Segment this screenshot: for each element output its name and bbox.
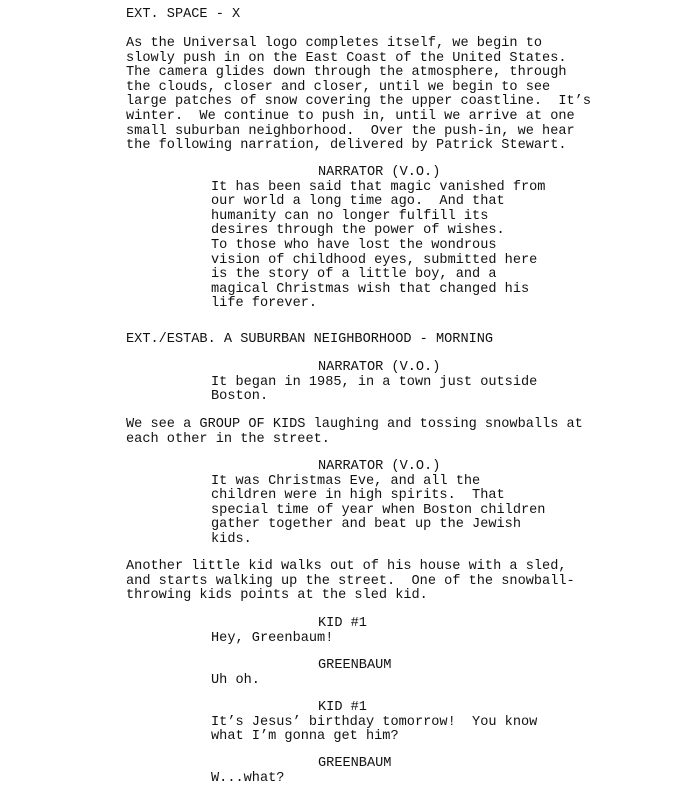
dialogue-line: Boston. <box>211 389 269 405</box>
dialogue-line: It has been said that magic vanished from <box>211 179 546 195</box>
dialogue-line: To those who have lost the wondrous <box>211 238 497 253</box>
action-line: the following narration, delivered by Patrick Stewart. <box>126 138 567 154</box>
dialogue-line: desires through the power of wishes. <box>211 223 505 239</box>
scene-heading: EXT. SPACE - X <box>126 7 241 22</box>
scene-heading: EXT./ESTAB. A SUBURBAN NEIGHBORHOOD - MORNING <box>126 332 494 347</box>
character-cue: GREENBAUM <box>318 658 392 673</box>
action-line: As the Universal logo completes itself, we begin to <box>126 36 543 51</box>
dialogue-line: is the story of a little boy, and a <box>211 267 497 283</box>
dialogue-line: It began in 1985, in a town just outside <box>211 374 538 390</box>
dialogue-line: what I’m gonna get him? <box>211 729 399 745</box>
dialogue-line: life forever. <box>211 296 318 312</box>
action-line: large patches of snow covering the upper coastline. It’s <box>126 94 591 110</box>
action-line: winter. We continue to push in, until we arrive at one <box>126 109 575 124</box>
dialogue-line: vision of childhood eyes, submitted here <box>211 252 538 268</box>
dialogue-line: special time of year when Boston children <box>211 502 546 518</box>
character-cue: KID #1 <box>318 700 367 715</box>
dialogue-line: our world a long time ago. And that <box>211 194 505 210</box>
character-cue: KID #1 <box>318 616 367 631</box>
action-line: small suburban neighborhood. Over the push-in, we hear <box>126 123 575 139</box>
action-line: Another little kid walks out of his house with a sled, <box>126 559 567 574</box>
dialogue-line: It was Christmas Eve, and all the <box>211 473 481 489</box>
dialogue-line: Uh oh. <box>211 672 260 688</box>
action-line: and starts walking up the street. One of the snowball- <box>126 573 575 589</box>
dialogue-line: children were in high spirits. That <box>211 488 505 504</box>
action-line: slowly push in on the East Coast of the United States. <box>126 50 567 66</box>
dialogue-line: Hey, Greenbaum! <box>211 630 334 646</box>
dialogue-line: It’s Jesus’ birthday tomorrow! You know <box>211 714 538 730</box>
character-cue: NARRATOR (V.O.) <box>318 459 441 474</box>
character-cue: GREENBAUM <box>318 756 392 771</box>
dialogue-line: humanity can no longer fulfill its <box>211 208 489 224</box>
character-cue: NARRATOR (V.O.) <box>318 360 441 375</box>
action-line: The camera glides down through the atmosphere, through <box>126 65 567 81</box>
action-line: the clouds, closer and closer, until we begin to see <box>126 79 551 95</box>
action-line: each other in the street. <box>126 431 330 447</box>
action-line: throwing kids points at the sled kid. <box>126 588 428 604</box>
dialogue-line: W...what? <box>211 770 285 786</box>
dialogue-line: kids. <box>211 532 252 547</box>
action-line: We see a GROUP OF KIDS laughing and tossing snowballs at <box>126 417 583 432</box>
character-cue: NARRATOR (V.O.) <box>318 165 441 180</box>
dialogue-line: magical Christmas wish that changed his <box>211 281 530 297</box>
dialogue-line: gather together and beat up the Jewish <box>211 517 521 533</box>
